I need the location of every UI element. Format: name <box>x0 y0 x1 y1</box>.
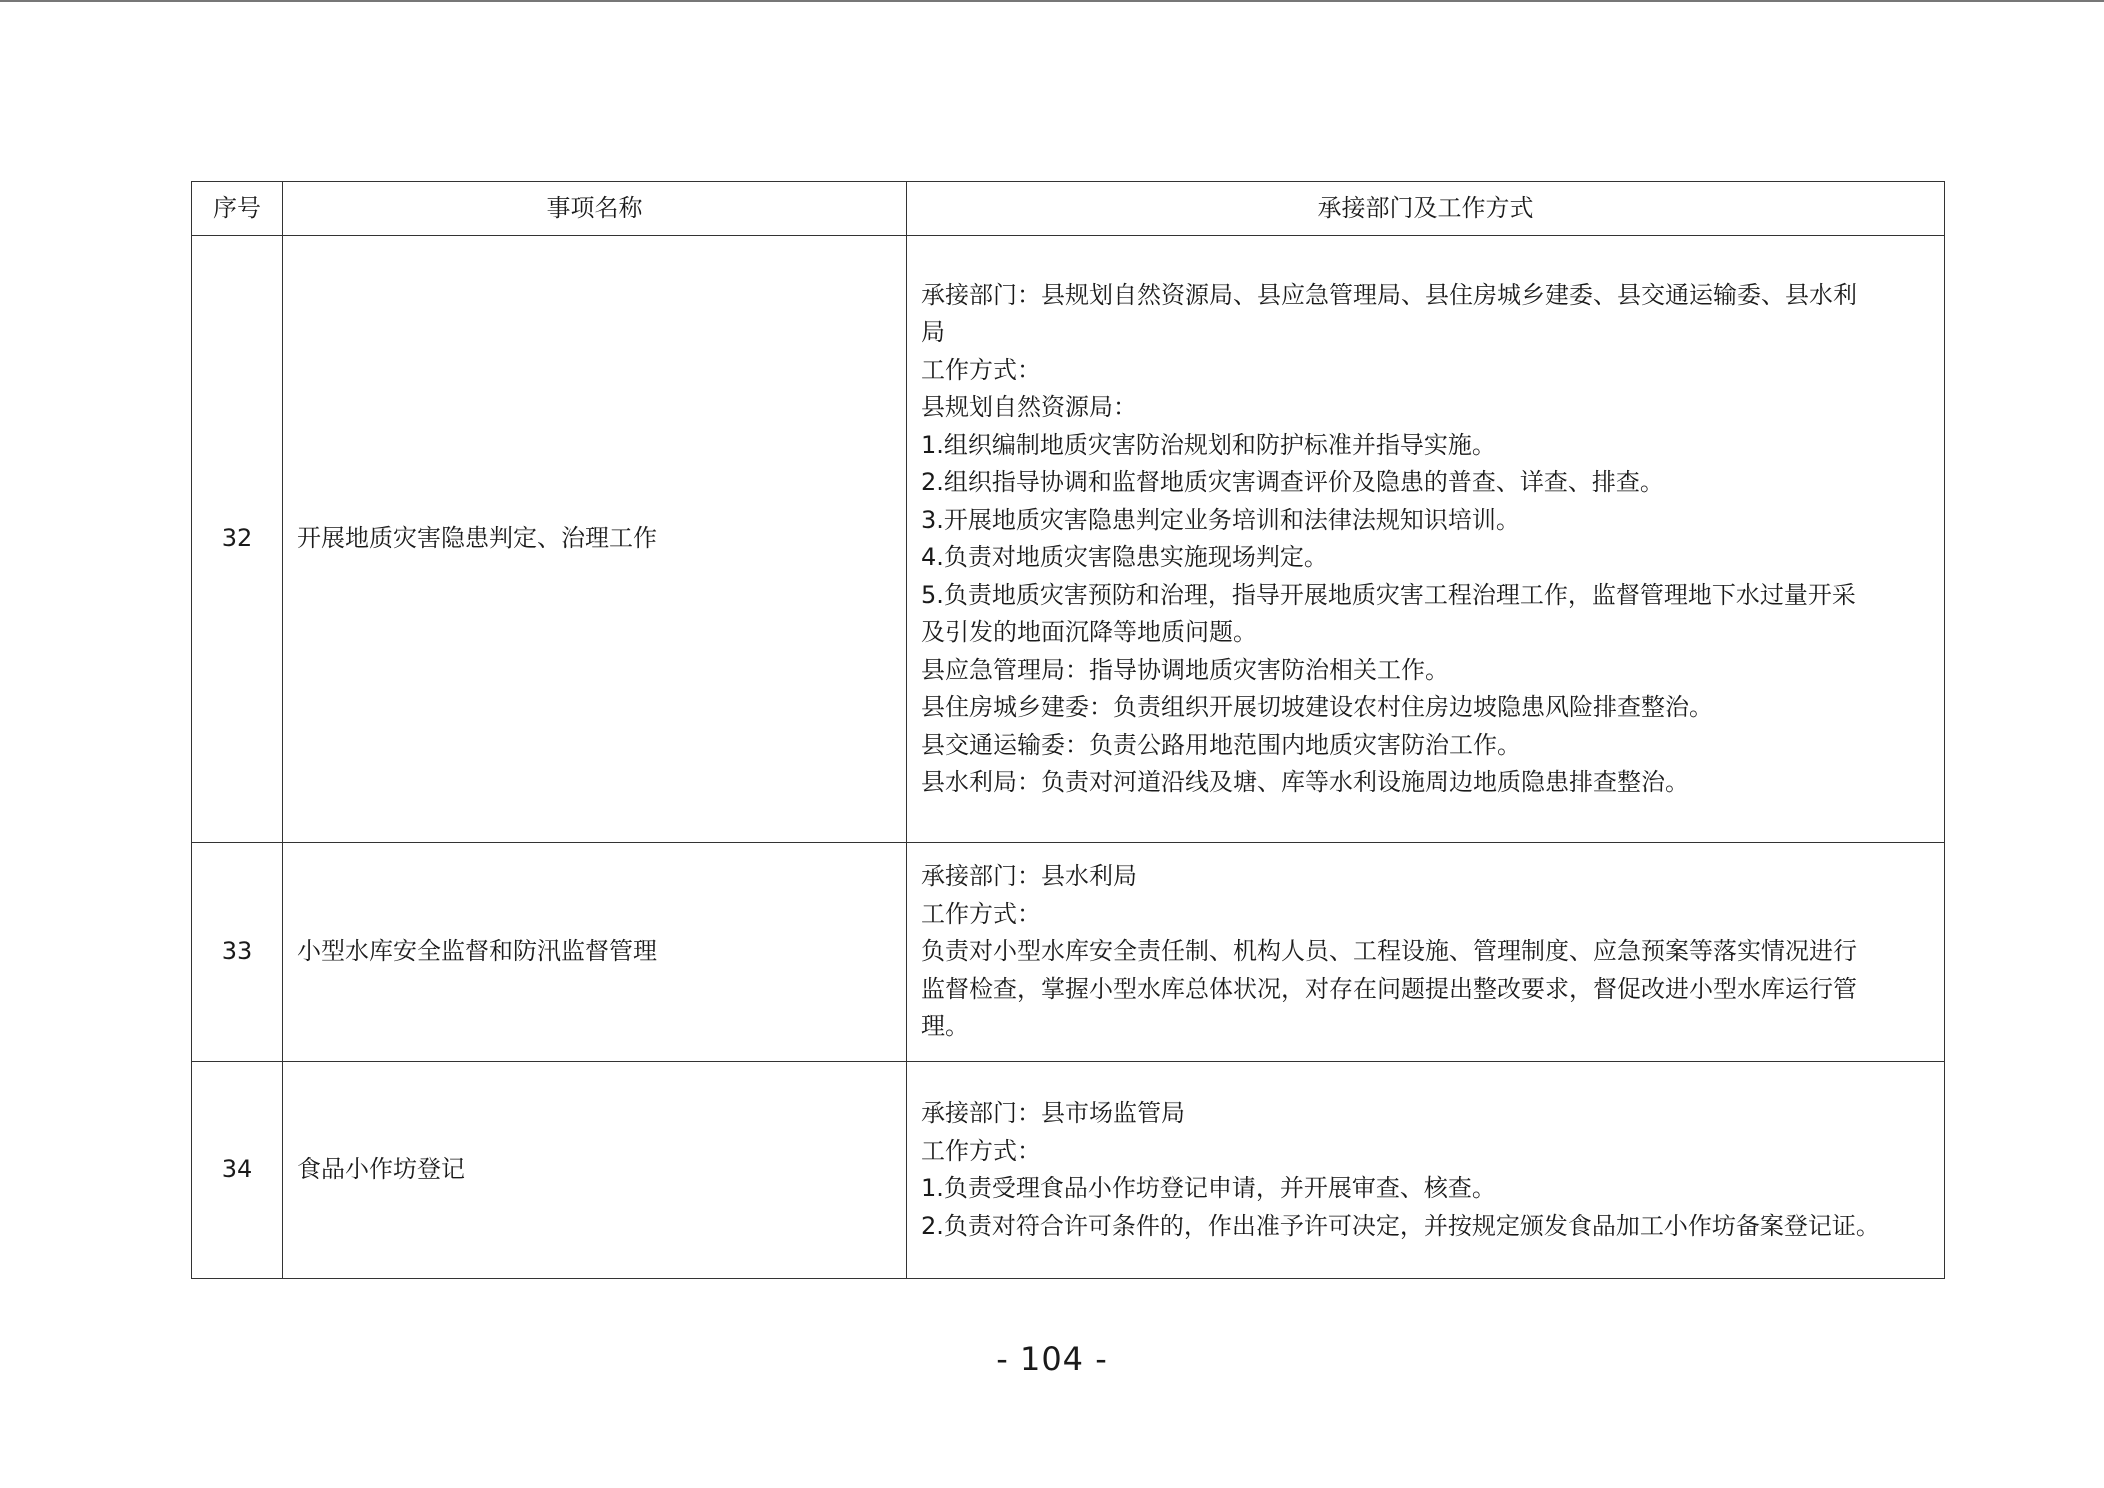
header-serial-number: 序号 <box>192 182 283 236</box>
text-line: 县交通运输委：负责公路用地范围内地质灾害防治工作。 <box>921 730 1521 759</box>
text-line: 县住房城乡建委：负责组织开展切坡建设农村住房边坡隐患风险排查整治。 <box>921 693 1713 721</box>
row-serial-number: 33 <box>192 843 283 1062</box>
table-header-row <box>192 182 1945 236</box>
row-serial-number: 32 <box>192 236 283 843</box>
text-line: 理。 <box>921 1012 969 1041</box>
text-line: 5.负责地质灾害预防和治理，指导开展地质灾害工程治理工作，监督管理地下水过量开采 <box>921 580 1856 609</box>
text-line: 工作方式： <box>921 355 1041 384</box>
table-row <box>192 1062 1945 1279</box>
table-row <box>192 236 1945 843</box>
text-line: 承接部门：县市场监管局 <box>921 1099 1185 1127</box>
text-line: 2.组织指导协调和监督地质灾害调查评价及隐患的普查、详查、排查。 <box>921 468 1664 496</box>
text-line: 1.组织编制地质灾害防治规划和防护标准并指导实施。 <box>921 430 1496 459</box>
row-matter-name: 小型水库安全监督和防汛监督管理 <box>283 843 907 1062</box>
text-line: 工作方式： <box>921 899 1041 928</box>
text-line: 4.负责对地质灾害隐患实施现场判定。 <box>921 543 1328 571</box>
text-line: 承接部门：县规划自然资源局、县应急管理局、县住房城乡建委、县交通运输委、县水利 <box>921 280 1857 309</box>
text-line: 县水利局：负责对河道沿线及塘、库等水利设施周边地质隐患排查整治。 <box>921 768 1689 796</box>
text-line: 承接部门：县水利局 <box>921 862 1137 891</box>
text-line: 局 <box>921 318 945 346</box>
row-department-method <box>907 843 1945 1062</box>
header-department-method: 承接部门及工作方式 <box>907 182 1945 236</box>
matters-table <box>191 181 1945 1279</box>
row-department-method <box>907 1062 1945 1279</box>
header-matter-name: 事项名称 <box>283 182 907 236</box>
text-line: 负责对小型水库安全责任制、机构人员、工程设施、管理制度、应急预案等落实情况进行 <box>921 937 1857 966</box>
text-line: 工作方式： <box>921 1136 1041 1165</box>
table-row <box>192 843 1945 1062</box>
text-line: 1.负责受理食品小作坊登记申请，并开展审查、核查。 <box>921 1174 1496 1202</box>
row-department-method <box>907 236 1945 843</box>
text-line: 3.开展地质灾害隐患判定业务培训和法律法规知识培训。 <box>921 505 1520 534</box>
page-number: - 104 - <box>996 1340 1108 1378</box>
text-line: 2.负责对符合许可条件的，作出准予许可决定，并按规定颁发食品加工小作坊备案登记证。 <box>921 1211 1880 1240</box>
text-line: 及引发的地面沉降等地质问题。 <box>921 618 1257 646</box>
top-border-line <box>0 0 2104 2</box>
text-line: 监督检查，掌握小型水库总体状况，对存在问题提出整改要求，督促改进小型水库运行管 <box>921 974 1857 1003</box>
text-line: 县规划自然资源局： <box>921 393 1137 421</box>
text-line: 县应急管理局：指导协调地质灾害防治相关工作。 <box>921 655 1449 684</box>
row-matter-name: 开展地质灾害隐患判定、治理工作 <box>283 236 907 843</box>
row-matter-name: 食品小作坊登记 <box>283 1062 907 1279</box>
row-serial-number: 34 <box>192 1062 283 1279</box>
